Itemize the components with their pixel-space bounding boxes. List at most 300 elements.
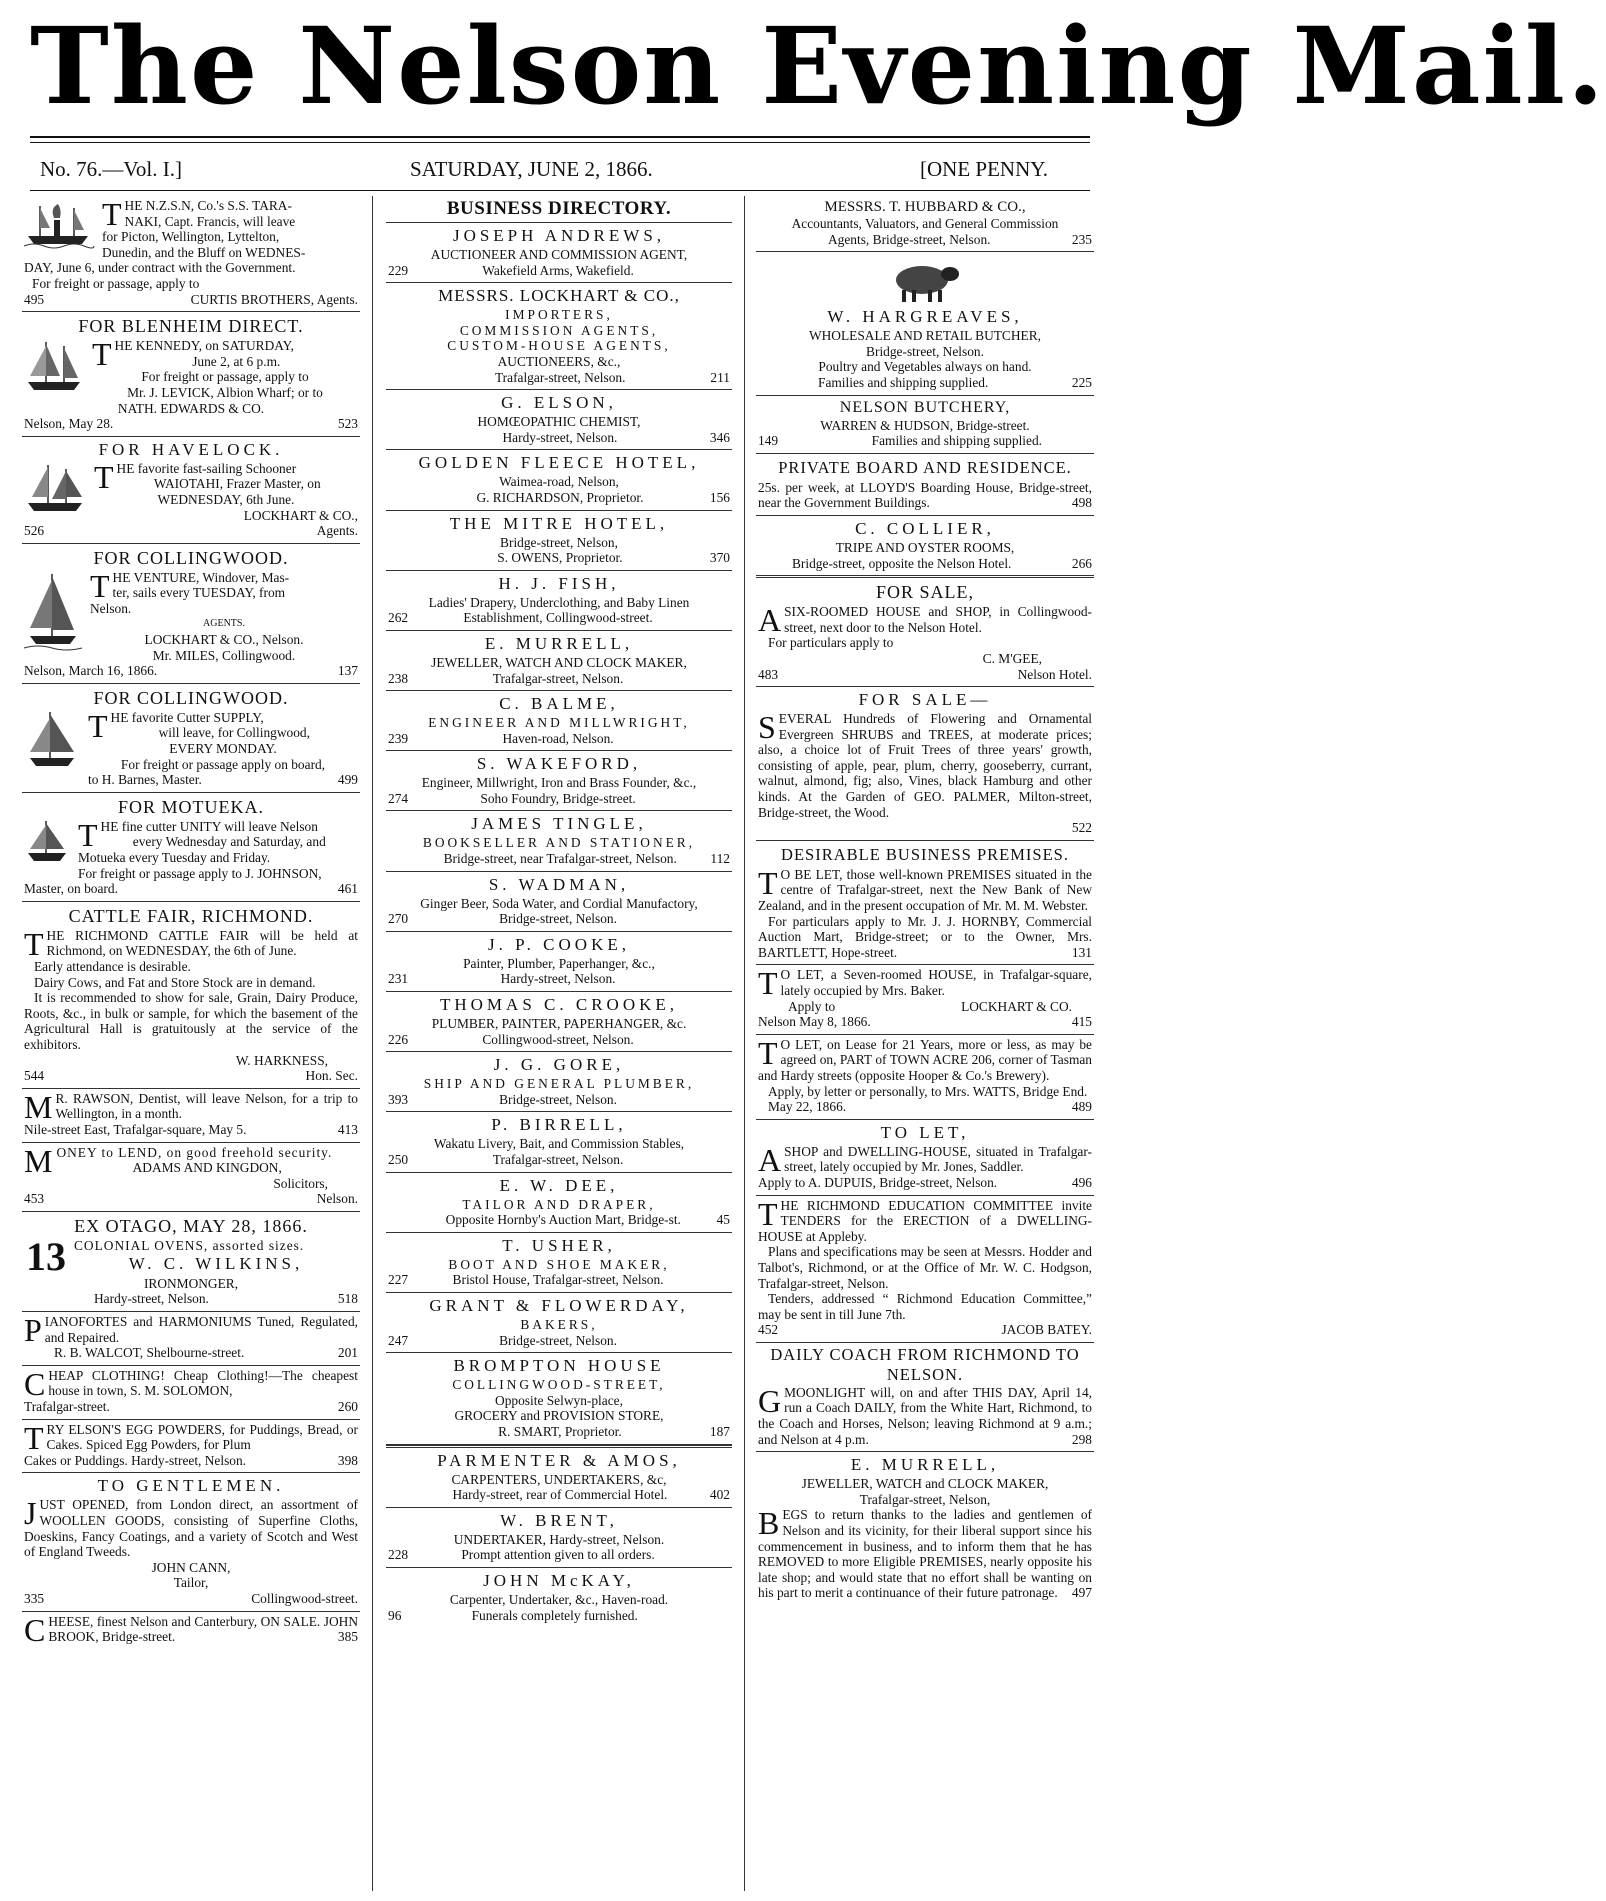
directory-entry-number: 187 [709,1423,730,1439]
directory-entry-address: Funerals completely furnished. [471,1607,638,1623]
ad-number: 498 [1071,495,1092,511]
ad-line: Accountants, Valuators, and General Commission [791,216,1059,231]
directory-entry [386,872,732,932]
ad-heading: FOR COLLINGWOOD. [93,687,289,708]
directory-entry-address: Hardy-street, Nelson. [500,971,616,987]
directory-entry-line: Painter, Plumber, Paperhanger, &c., [463,955,655,971]
directory-entry [386,1173,732,1233]
directory-entry-line: Ginger Beer, Soda Water, and Cordial Manufactory, [420,895,698,911]
directory-entry-line: Opposite Selwyn-place, [495,1392,623,1408]
directory-entry-number: 346 [709,429,730,445]
ad-name: JOHN CANN, [151,1559,231,1575]
directory-entry-number: 211 [710,369,730,385]
directory-entry-line: Ladies' Drapery, Underclothing, and Baby Linen [428,594,690,610]
ad-text: ONEY to LEND, on good freehold security. [56,1144,333,1160]
ad-line: LOCKHART & CO., [243,507,358,523]
directory-entry-spacer [708,1608,730,1624]
ad-line: Dunedin, and the Bluff on WEDNES- [102,244,306,260]
directory-entry-address: Trafalgar-street, Nelson. [492,670,624,686]
ad-number: 497 [1071,1585,1092,1601]
ad-name: NELSON BUTCHERY, [839,398,1011,416]
ad-line: NATH. EDWARDS & CO. [117,400,265,416]
column-divider [372,196,373,1891]
directory-entry [386,1568,732,1627]
ad-number: 398 [337,1452,358,1468]
ad-heading: TO LET, [880,1122,970,1142]
ad-signature: W. HARKNESS, [235,1052,328,1068]
ad-agents: Agents. [316,523,358,539]
directory-entry-name: T. USHER, [502,1235,616,1255]
ad-line: LOCKHART & CO., Nelson. [144,632,304,648]
directory-entry-line: Waimea-road, Nelson, [499,474,619,490]
ad-number: 413 [337,1121,358,1137]
drop-cap: T [758,864,778,901]
directory-entry-name: GOLDEN FLEECE HOTEL, [418,453,700,473]
ad-number: 499 [337,772,358,788]
ad-for-sale-house [756,578,1094,687]
ad-line: For freight or passage, apply to [141,369,309,385]
ad-line: Agents, Bridge-street, Nelson. [828,231,991,247]
ad-text: UST OPENED, from London direct, an assortment of WOOLLEN GOODS, consisting of Superfine Cloths, Doeskins, Fancy Coatings, and a variety of Scotch and West of England Tweeds. [24,1497,358,1560]
ad-number: 266 [1071,555,1092,571]
ad-heading: FOR SALE— [858,690,992,710]
directory-entry-line: ENGINEER AND MILLWRIGHT, [428,715,690,731]
ad-heading: PRIVATE BOARD AND RESIDENCE. [778,457,1072,477]
ad-heading: FOR COLLINGWOOD. [93,547,289,568]
ad-number: 385 [337,1629,358,1645]
ad-line: Cakes or Puddings. Hardy-street, Nelson. [24,1452,247,1468]
ad-line: HE KENNEDY, on SATURDAY, [114,338,294,354]
directory-entry-spacer [708,671,730,687]
ad-to-let-lease [756,1035,1094,1120]
ad-text: It is recommended to show for sale, Grain, Dairy Produce, Roots, &c., in bulk or sample, for which the basement of the Agricultural Hall is gratuitously at the service of the exhibitors. [24,990,358,1052]
ad-line: every Wednesday and Saturday, and [132,834,326,850]
masthead-rule-bottom [30,142,1090,143]
ad-agent: CURTIS BROTHERS, Agents. [190,291,358,307]
directory-entry-spacer [708,791,730,807]
directory-entry-name: JOHN McKAY, [483,1570,635,1590]
directory-entry [386,1112,732,1172]
directory-entry-spacer [708,1333,730,1349]
ad-heading: DESIRABLE BUSINESS PREMISES. [781,844,1069,864]
ad-number: 453 [24,1191,45,1207]
directory-entry-spacer [708,971,730,987]
directory-entry-spacer [388,430,410,446]
ad-text: For particulars apply to Mr. J. J. HORNBY, Commercial Auction Mart, Bridge-street; or to the Owner, Mrs. BARTLETT, Hope-street. [758,913,1092,960]
ad-line: Master, on board. [24,881,118,897]
ad-line: Bridge-street, opposite the Nelson Hotel. [792,555,1012,571]
directory-entry-spacer [708,263,730,279]
directory-entry-line: Wakatu Livery, Bait, and Commission Stables, [433,1136,685,1152]
directory-entry-name: W. BRENT, [500,1510,618,1530]
directory-entry-name: JOSEPH ANDREWS, [452,226,666,245]
ad-line: June 2, at 6 p.m. [192,353,281,369]
ad-number: 149 [758,433,779,449]
directory-entry [386,631,732,691]
directory-entry-line: BOOT AND SHOE MAKER, [448,1256,670,1272]
directory-entry [386,1508,732,1568]
ad-heading: CATTLE FAIR, RICHMOND. [68,905,314,926]
ad-text: Apply, by letter or personally, to Mrs. WATTS, Bridge End. [768,1083,1088,1099]
drop-cap: M [24,1142,54,1179]
ad-line: Trafalgar-street. [24,1399,110,1415]
ad-motueka [22,793,360,902]
directory-entry-spacer [708,731,730,747]
ad-text: 25s. per week, at LLOYD'S Boarding House, Bridge-street, near the Government Buildings. [758,479,1092,511]
directory-list [386,223,732,1627]
ad-line: Poultry and Vegetables always on hand. [818,359,1032,375]
ad-date: Nelson, May 28. [24,416,114,432]
drop-cap: P [24,1312,42,1349]
masthead-rule-top [30,136,1090,138]
ad-cattle-fair [22,902,360,1089]
cutter-icon [24,710,80,772]
ad-education-committee [756,1196,1094,1343]
ad-line: Nelson Hotel. [1017,666,1092,682]
schooner-icon [24,461,86,517]
ad-text: O BE LET, those well-known PREMISES situated in the centre of Trafalgar-street, next the New Bank of New Zealand, and in the present occupation of Mr. M. M. Webster. [758,866,1092,914]
ad-line: Families and shipping supplied. [818,374,989,390]
directory-entry-address: Bridge-street, Nelson. [499,1091,617,1107]
directory-entry-number: 45 [716,1212,730,1228]
ad-pianofortes [22,1312,360,1366]
directory-entry-name: JAMES TINGLE, [471,814,647,834]
ad-text: Plans and specifications may be seen at Messrs. Hodder and Talbot's, Richmond, or at the Office of Mr. W. C. Hodgson, Trafalgar-street, Nelson. [758,1244,1092,1291]
ad-line: HE N.Z.S.N, Co.'s S.S. TARA- [124,198,292,213]
directory-entry [386,1293,732,1353]
drop-cap: T [758,965,778,1002]
issue-price: [ONE PENNY. [920,157,1048,181]
ad-line: EVERY MONDAY. [169,741,277,757]
directory-entry [386,283,732,390]
directory-entry-number: 229 [388,262,409,278]
directory-entry-name: THE MITRE HOTEL, [449,513,669,533]
ad-for-sale-shrubs [756,687,1094,841]
issue-date: SATURDAY, JUNE 2, 1866. [410,157,653,181]
directory-entry-name: MESSRS. LOCKHART & CO., [438,286,680,306]
directory-entry-spacer [388,370,410,386]
ad-heading: FOR MOTUEKA. [117,796,264,817]
directory-entry-address: Prompt attention given to all orders. [461,1547,655,1563]
drop-cap: T [88,707,108,744]
ad-text: R. RAWSON, Dentist, will leave Nelson, for a trip to Wellington, in a month. [55,1090,358,1122]
directory-entry-name: E. MURRELL, [484,633,634,653]
ad-line: Collingwood-street. [251,1590,358,1606]
directory-entry-address: Bridge-street, Nelson. [499,911,617,927]
directory-entry-number: 262 [388,610,409,626]
ad-name: E. MURRELL, [850,1455,1000,1475]
ad-number: 415 [1071,1014,1092,1030]
ad-number: 496 [1071,1174,1092,1190]
directory-entry-line: PLUMBER, PAINTER, PAPERHANGER, &c. [431,1016,687,1032]
ad-daily-coach [756,1343,1094,1452]
directory-entry-line: JEWELLER, WATCH AND CLOCK MAKER, [431,654,687,670]
directory-entry-line: CARPENTERS, UNDERTAKERS, &c, [451,1471,667,1487]
ad-hargreaves [756,252,1094,395]
directory-entry-line: Carpenter, Undertaker, &c., Haven-road. [449,1591,669,1607]
directory-entry-name: H. J. FISH, [498,573,620,593]
ad-name: W. C. WILKINS, [128,1254,304,1274]
ad-line: for Picton, Wellington, Lyttelton, [102,229,280,245]
ad-text: HE RICHMOND CATTLE FAIR will be held at Richmond, on WEDNESDAY, the 6th of June. [46,927,358,959]
ad-text: HEESE, finest Nelson and Canterbury, ON SALE. JOHN BROOK, Bridge-street. [48,1613,358,1645]
directory-entry-line: COLLINGWOOD-STREET, [452,1377,666,1393]
ad-text: EGS to return thanks to the ladies and gentlemen of Nelson and its vicinity, for their liberal support since his commencement in business, and to inform them that he has REMOVED to more Eligible PREMISES, nearly opposite his late shop; and would state that no effort shall be wanting on his part to merit a continuance of their future patronage. [758,1507,1092,1601]
directory-entry-number: 239 [388,730,409,746]
directory-entry-number: 274 [388,790,409,806]
directory-entry [386,1445,732,1508]
drop-cap: S [758,709,776,746]
ad-line: Mr. MILES, Collingwood. [152,647,296,663]
masthead-title: The Nelson Evening Mail. [30,3,1606,128]
ad-egg-powders [22,1420,360,1474]
directory-entry-spacer [708,911,730,927]
directory-entry-spacer [708,1092,730,1108]
ad-heading: DAILY COACH FROM RICHMOND TO NELSON. [770,1344,1080,1384]
directory-entry-line: COMMISSION AGENTS, [459,322,659,338]
ad-line: LOCKHART & CO. [961,998,1072,1014]
ad-heading: FOR HAVELOCK. [98,439,284,459]
directory-entry-line: CUSTOM-HOUSE AGENTS, [447,338,671,354]
directory-entry-name: J. P. COOKE, [488,934,630,954]
ad-line: AGENTS. [203,618,245,630]
column-right [756,196,1094,1896]
directory-entry-address: Collingwood-street, Nelson. [482,1031,634,1047]
ad-collier [756,516,1094,578]
ad-line: Motueka every Tuesday and Friday. [78,850,271,865]
ad-line: WEDNESDAY, 6th June. [157,491,295,507]
ad-line: For particulars apply to [768,635,894,651]
directory-heading: BUSINESS DIRECTORY. [386,196,732,223]
ad-number: 489 [1071,1099,1092,1115]
directory-entry-address: Bristol House, Trafalgar-street, Nelson. [452,1272,664,1288]
directory-entry-line: SHIP AND GENERAL PLUMBER, [423,1076,695,1092]
ad-heading: FOR BLENHEIM DIRECT. [78,316,304,337]
directory-entry-address: Haven-road, Nelson. [502,730,614,746]
ad-heading: TO GENTLEMEN. [97,1476,285,1496]
ad-number: 518 [337,1291,358,1307]
directory-entry-number: 227 [388,1272,409,1288]
ad-line: WHOLESALE AND RETAIL BUTCHER, [808,328,1041,344]
directory-entry-number: 370 [709,550,730,566]
ad-number: 225 [1071,374,1092,390]
ad-number: 335 [24,1590,45,1606]
ad-line: For freight or passage apply on board, [120,756,326,772]
drop-cap: T [758,1195,778,1232]
ad-line: HE favorite Cutter SUPPLY, [110,709,264,725]
ad-blenheim [22,312,360,437]
ad-line: HE favorite fast-sailing Schooner [116,460,297,476]
directory-entry [386,932,732,992]
directory-entry-number: 96 [388,1607,402,1623]
directory-entry-line: TAILOR AND DRAPER, [462,1196,656,1212]
directory-entry-name: S. WAKEFORD, [476,754,642,774]
directory-entry-address: S. OWENS, Proprietor. [497,550,623,566]
ad-signature: C. M'GEE, [982,650,1042,666]
directory-entry [386,571,732,631]
ad-number: 298 [1071,1431,1092,1447]
directory-entry [386,1233,732,1293]
directory-entry [386,223,732,283]
directory-entry-name: BROMPTON HOUSE [453,1356,665,1376]
directory-entry-line: UNDERTAKER, Hardy-street, Nelson. [453,1531,665,1547]
ad-line: Nile-street East, Trafalgar-square, May 5. [24,1121,247,1137]
ad-line: JEWELLER, WATCH and CLOCK MAKER, [801,1476,1049,1492]
ad-big-number: 13 [26,1233,66,1279]
ad-to-let-house [756,965,1094,1034]
ad-line: Apply to A. DUPUIS, Bridge-street, Nelson. [758,1174,998,1190]
issue-number: No. 76.—Vol. I.] [40,157,182,181]
directory-entry-number: 250 [388,1152,409,1167]
directory-entry-line: HOMŒOPATHIC CHEMIST, [477,414,641,430]
directory-entry [386,390,732,450]
ad-line: Nelson. [90,600,132,616]
directory-entry-line: BOOKSELLER AND STATIONER, [422,835,696,851]
ad-line: Bridge-street, Nelson. [866,343,984,359]
ad-name: C. COLLIER, [855,518,995,538]
ad-text: SIX-ROOMED HOUSE and SHOP, in Collingwood-street, next door to the Nelson Hotel. [784,604,1092,635]
directory-entry-number: 247 [388,1332,409,1348]
directory-entry-number: 156 [709,489,730,505]
ad-number: 523 [337,416,358,432]
drop-cap: A [758,602,782,639]
ad-date: Nelson, March 16, 1866. [24,663,158,679]
ad-number: 201 [337,1345,358,1361]
ad-line: Hon. Sec. [305,1068,358,1084]
directory-entry-line: AUCTIONEERS, &c., [497,353,621,369]
ad-line: to H. Barnes, Master. [88,772,202,788]
ad-nelson-butchery [756,396,1094,454]
directory-entry-address: Hardy-street, rear of Commercial Hotel. [452,1487,668,1503]
directory-entry-address: R. SMART, Proprietor. [498,1423,622,1439]
directory-entry-address: G. RICHARDSON, Proprietor. [476,489,644,505]
directory-entry-address: Trafalgar-street, Nelson. [494,369,626,385]
ad-line: Nelson. [316,1191,358,1207]
ad-murrell [756,1452,1094,1605]
drop-cap: T [102,196,122,232]
ad-to-let-shop [756,1120,1094,1196]
drop-cap: A [758,1141,782,1178]
ad-number: 522 [1071,820,1092,836]
directory-entry [386,992,732,1052]
steamship-icon [24,198,94,250]
directory-entry-spacer [388,550,410,566]
drop-cap: J [24,1495,37,1532]
ad-name: W. HARGREAVES, [827,307,1023,327]
ad-number: 260 [337,1399,358,1415]
ad-line: Hardy-street, Nelson. [94,1291,209,1307]
ad-number: 526 [24,523,45,539]
ad-line: Tailor, [173,1575,209,1591]
directory-entry-line: Bridge-street, Nelson, [500,534,618,550]
ad-text: HEAP CLOTHING! Cheap Clothing!—The cheapest house in town, S. M. SOLOMON, [48,1367,358,1399]
ad-number: 452 [758,1322,779,1338]
directory-entry-line: Engineer, Millwright, Iron and Brass Founder, &c., [421,775,697,791]
drop-cap: M [24,1088,53,1125]
ad-number: 137 [337,663,358,679]
ad-number: 544 [24,1068,45,1084]
ad-line: For freight or passage, apply to [32,275,200,291]
ad-line: NAKI, Capt. Francis, will leave [124,213,296,229]
ad-date: Nelson May 8, 1866. [758,1014,871,1030]
directory-entry-address: Trafalgar-street, Nelson. [492,1152,624,1167]
directory-entry-spacer [708,1152,730,1168]
ad-line: ter, sails every TUESDAY, from [112,585,286,601]
ad-rawson [22,1089,360,1143]
ad-line: HE fine cutter UNITY will leave Nelson [100,818,318,834]
ad-text: MOONLIGHT will, on and after THIS DAY, April 14, run a Coach DAILY, from the White Hart, Richmond, to the Coach and Horses, Nelson; leaving Richmond at 9 a.m.; and Nelson at 4 p.m. [758,1384,1092,1447]
ad-number: 235 [1071,231,1092,247]
ad-heading: FOR SALE, [875,582,974,603]
directory-entry-spacer [708,1272,730,1288]
directory-entry-number: 228 [388,1547,409,1563]
directory-entry-name: S. WADMAN, [488,874,630,894]
drop-cap: T [758,1034,778,1071]
column-left [22,196,360,1896]
ad-line: R. B. WALCOT, Shelbourne-street. [54,1345,245,1361]
drop-cap: C [24,1365,46,1402]
directory-entry-line: IMPORTERS, [505,307,613,323]
ad-line: COLONIAL OVENS, assorted sizes. [74,1237,305,1253]
ad-line: Mr. J. LEVICK, Albion Wharf; or to [127,384,323,400]
ad-number: 131 [1071,944,1092,960]
ad-date: May 22, 1866. [768,1099,847,1115]
directory-entry-address: Soho Foundry, Bridge-street. [480,790,636,806]
directory-entry-address: Opposite Hornby's Auction Mart, Bridge-st. [445,1212,681,1228]
ad-line: TRIPE AND OYSTER ROOMS, [835,539,1015,555]
directory-entry [386,751,732,811]
ad-money [22,1143,360,1212]
ad-line: Trafalgar-street, Nelson, [859,1491,991,1507]
ad-number: 483 [758,666,779,682]
drop-cap: T [24,925,44,962]
drop-cap: T [94,458,114,495]
directory-entry-name: E. W. DEE, [499,1175,619,1195]
directory-entry-name: THOMAS C. CROOKE, [439,995,679,1015]
directory-entry-spacer [708,1547,730,1563]
directory-entry-number: 112 [710,851,730,867]
directory-entry-address: Wakefield Arms, Wakefield. [482,262,634,278]
directory-entry [386,450,732,510]
ad-havelock [22,437,360,544]
ad-taranaki [22,196,360,312]
directory-entry-name: GRANT & FLOWERDAY, [429,1295,689,1315]
directory-entry-spacer [708,1032,730,1048]
ad-collingwood-supply [22,684,360,793]
ad-otago [22,1212,360,1312]
ad-line: ADAMS AND KINGDON, [132,1160,282,1176]
ad-line: For freight or passage apply to J. JOHNSON, [78,865,322,881]
directory-entry [386,691,732,751]
ad-cheese [22,1612,360,1649]
drop-cap: B [758,1505,780,1542]
column-divider [744,196,745,1891]
ad-cheap-clothing [22,1366,360,1420]
ad-text: EVERAL Hundreds of Flowering and Ornamental Evergreen SHRUBS and TREES, at moderate prices; also, a choice lot of Fruit Trees of three years' growth, consisting of apple, pear, plum, cherry, gooseberry, currant, walnut, almond, fig; also, Vines, black Hamburg and other kinds. At the Garden of GEO. PALMER, Milton-street, Bridge-street, the Wood. [758,711,1092,820]
drop-cap: T [78,816,98,853]
directory-entry-spacer [388,851,410,867]
ad-text: Tenders, addressed “ Richmond Education Committee,” may be sent in till June 7th. [758,1291,1092,1322]
directory-entry-address: Bridge-street, near Trafalgar-street, Nelson. [443,851,677,867]
drop-cap: G [758,1382,782,1419]
ad-collingwood-venture [22,544,360,684]
cutter-icon [24,819,70,865]
directory-entry-address: Establishment, Collingwood-street. [463,610,653,626]
directory-entry-line: AUCTIONEER AND COMMISSION AGENT, [430,247,688,262]
ad-number: 495 [24,291,45,307]
drop-cap: C [24,1611,46,1648]
ad-text: O LET, a Seven-roomed HOUSE, in Trafalgar-square, lately occupied by Mrs. Baker. [780,967,1092,998]
